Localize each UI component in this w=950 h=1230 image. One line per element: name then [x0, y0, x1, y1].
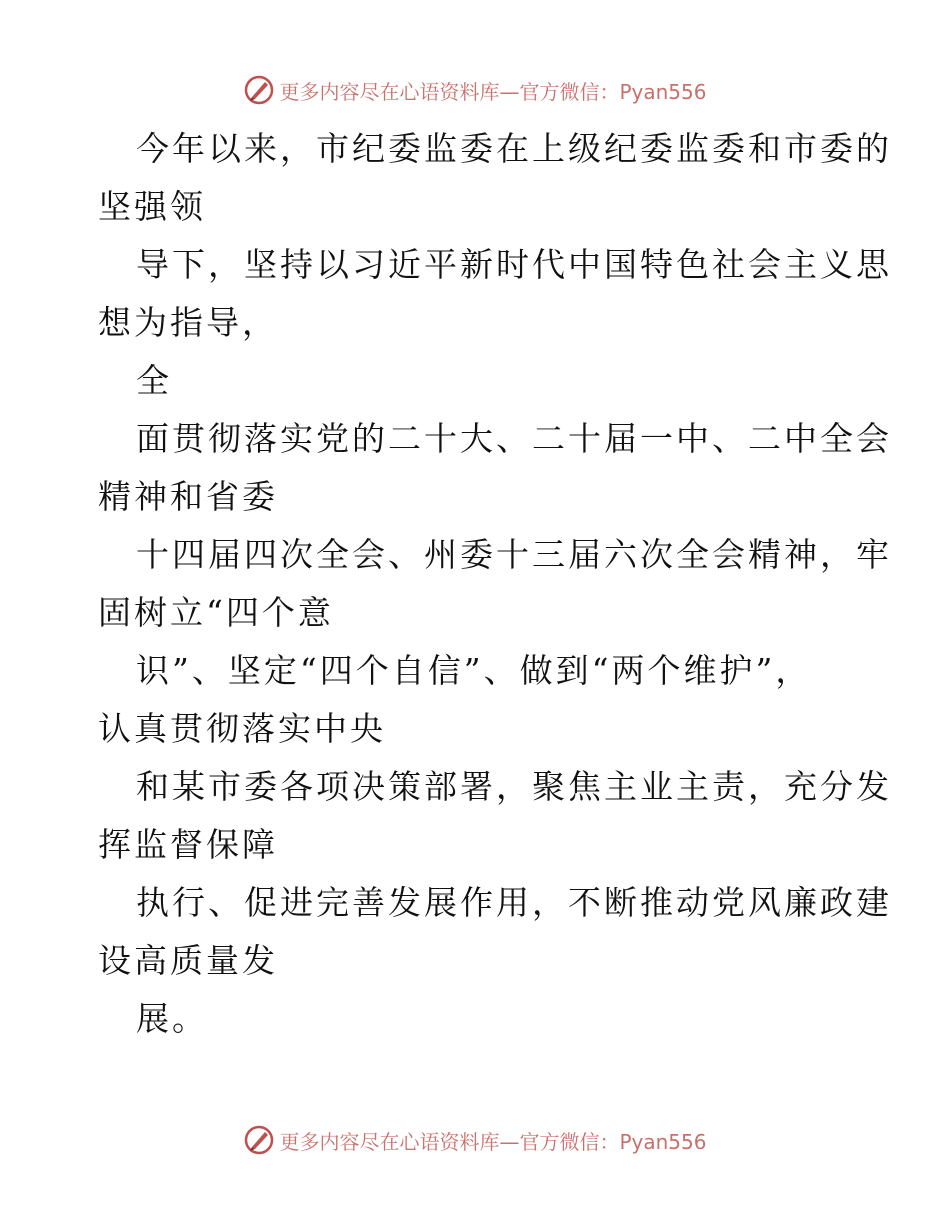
document-body: [98, 120, 892, 1048]
body-line: 导下，坚持以习近平新时代中国特色社会主义思: [136, 245, 892, 284]
body-line: 面贯彻落实党的二十大、二十届一中、二中全会: [136, 419, 892, 458]
body-line: 固树立“四个意: [98, 593, 334, 632]
body-line: 坚强领: [98, 187, 206, 226]
body-line: 精神和省委: [98, 477, 278, 516]
body-line: 和某市委各项决策部署，聚焦主业主责，充分发: [136, 767, 892, 806]
body-line: 执行、促进完善发展作用，不断推动党风廉政建: [136, 883, 892, 922]
body-line: 想为指导，: [98, 303, 278, 342]
quill-logo-icon: [243, 74, 275, 106]
footer-watermark-banner: [0, 1120, 950, 1160]
body-line: 全: [136, 361, 172, 400]
body-line: 识”、坚定“四个自信”、做到“两个维护”，: [136, 651, 812, 690]
quill-logo-icon: [243, 1124, 275, 1156]
header-watermark-banner: [0, 70, 950, 110]
header-watermark-text: 更多内容尽在心语资料库—官方微信：Pyan556: [279, 79, 707, 104]
body-line: 今年以来，市纪委监委在上级纪委监委和市委的: [136, 129, 892, 168]
footer-watermark-text: 更多内容尽在心语资料库—官方微信：Pyan556: [279, 1129, 707, 1154]
body-line: 展。: [136, 999, 208, 1038]
body-line: 设高质量发: [98, 941, 278, 980]
body-line: 认真贯彻落实中央: [98, 709, 386, 748]
body-line: 十四届四次全会、州委十三届六次全会精神，牢: [136, 535, 892, 574]
body-line: 挥监督保障: [98, 825, 278, 864]
